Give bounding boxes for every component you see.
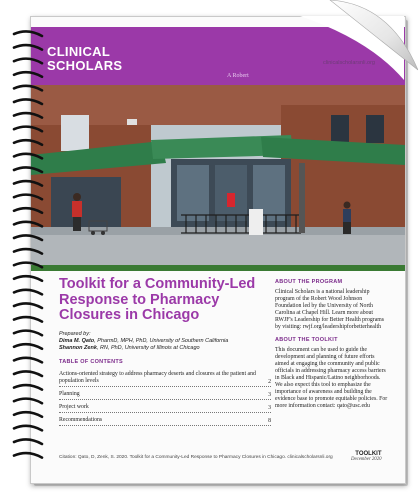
- spiral-coil: [14, 154, 42, 159]
- spiral-coil: [14, 317, 42, 322]
- program-body: Clinical Scholars is a national leadership program of the Robert Wood Johnson Foundation led by the University of North Carolina at Chapel Hill. Learn more about RWJF's Leadership for Better Health programs by visiting: rwjf.org/leadershipforbetterhealth: [275, 289, 385, 330]
- toc-heading: TABLE OF CONTENTS: [59, 359, 123, 365]
- author-2-name: Shannon Zenk: [59, 345, 97, 351]
- spiral-coil: [14, 113, 42, 118]
- spiral-coil: [14, 385, 42, 390]
- spiral-coil: [14, 195, 42, 200]
- photo-bottom-strip: [31, 265, 405, 271]
- spiral-coil: [14, 371, 42, 376]
- sidebar: [275, 279, 389, 416]
- citation: Citation: Qato, D, Zenk, S. 2020. Toolkit for a Community-Led Response to Pharmacy Closures in Chicago. clinicalscholarsnli.org: [59, 455, 333, 460]
- spiral-coil: [14, 208, 42, 213]
- spiral-coil: [14, 222, 42, 227]
- spiral-coil: [14, 303, 42, 308]
- spiral-coil: [14, 181, 42, 186]
- author-2: [59, 345, 269, 352]
- site-url: clinicalscholarsnli.org: [323, 60, 375, 66]
- toc-item-page: 3: [268, 391, 271, 398]
- spiral-coil: [14, 140, 42, 145]
- toolkit-heading: ABOUT THE TOOLKIT: [275, 337, 338, 343]
- toc-item[interactable]: [59, 415, 271, 426]
- spiral-coil: [14, 399, 42, 404]
- table-of-contents: [59, 369, 271, 428]
- spiral-coil: [14, 235, 42, 240]
- spiral-coil: [14, 45, 42, 50]
- pedestrian-right: [343, 202, 351, 235]
- document-title: Toolkit for a Community-Led Response to Pharmacy Closures in Chicago: [59, 276, 256, 323]
- spiral-coil: [14, 31, 42, 36]
- toc-item-page: 2: [268, 378, 271, 385]
- toc-item-page: 8: [268, 417, 271, 424]
- author-2-rest: , RN, PhD, University of Illinois at Chicago: [96, 345, 200, 351]
- brand-logo: [47, 45, 122, 73]
- spiral-coil: [14, 127, 42, 132]
- document-cover-page: [30, 16, 406, 484]
- prepared-label: Prepared by:: [59, 331, 91, 337]
- program-heading: ABOUT THE PROGRAM: [275, 279, 343, 285]
- spiral-coil: [14, 249, 42, 254]
- brand-line1: CLINICAL: [47, 44, 111, 59]
- spiral-coil: [14, 344, 42, 349]
- spiral-coil: [14, 426, 42, 431]
- spiral-coil: [14, 99, 42, 104]
- toc-item-label: Project work: [59, 403, 89, 410]
- pharmacy-storefront-photo: [31, 85, 405, 265]
- author-1-rest: , PharmD, MPH, PhD, University of Southern California: [94, 338, 229, 344]
- toc-item-page: 3: [268, 404, 271, 411]
- spiral-coil: [14, 358, 42, 363]
- prepared-by: [59, 331, 269, 352]
- toc-item[interactable]: [59, 389, 271, 400]
- toc-item-label: Planning: [59, 390, 80, 397]
- toolkit-body: This document can be used to guide the development and planning of future efforts aimed at engaging the community and public officials in addressing pharmacy access barriers in Black and Hispanic/Latino neighborhoods. We also expect this tool to emphasize the importance of awareness and building the evidence base to promote equitable policies. For more information contact: qato@usc.edu: [275, 347, 388, 409]
- spiral-binding-icon: [10, 28, 46, 468]
- brand-tagline: A Robert: [227, 73, 249, 79]
- spiral-coil: [14, 439, 42, 444]
- spiral-coil: [14, 263, 42, 268]
- author-1-name: Dima M. Qato: [59, 338, 95, 344]
- spiral-coil: [14, 453, 42, 458]
- spiral-coil: [14, 167, 42, 172]
- spiral-coil: [14, 276, 42, 281]
- toc-item-label: Recommendations: [59, 416, 103, 423]
- toc-item-label: Actions-oriented strategy to address pharmacy deserts and closures at the patient and population levels: [59, 370, 256, 384]
- page-curl-icon: [300, 0, 418, 80]
- spiral-coil: [14, 412, 42, 417]
- spiral-coil: [14, 86, 42, 91]
- toc-item[interactable]: [59, 402, 271, 413]
- spiral-coil: [14, 72, 42, 77]
- brand-line2: SCHOLARS: [47, 58, 123, 73]
- toolkit-label: [351, 451, 382, 462]
- spiral-coil: [14, 331, 42, 336]
- toolkit-title: TOOLKIT: [355, 451, 382, 457]
- cover-photo: [31, 85, 405, 265]
- pedestrian-left: [72, 193, 82, 231]
- toc-item[interactable]: [59, 369, 271, 387]
- spiral-coil: [14, 290, 42, 295]
- toolkit-date: December 2020: [351, 457, 382, 462]
- author-1: [59, 338, 269, 345]
- spiral-coil: [14, 59, 42, 64]
